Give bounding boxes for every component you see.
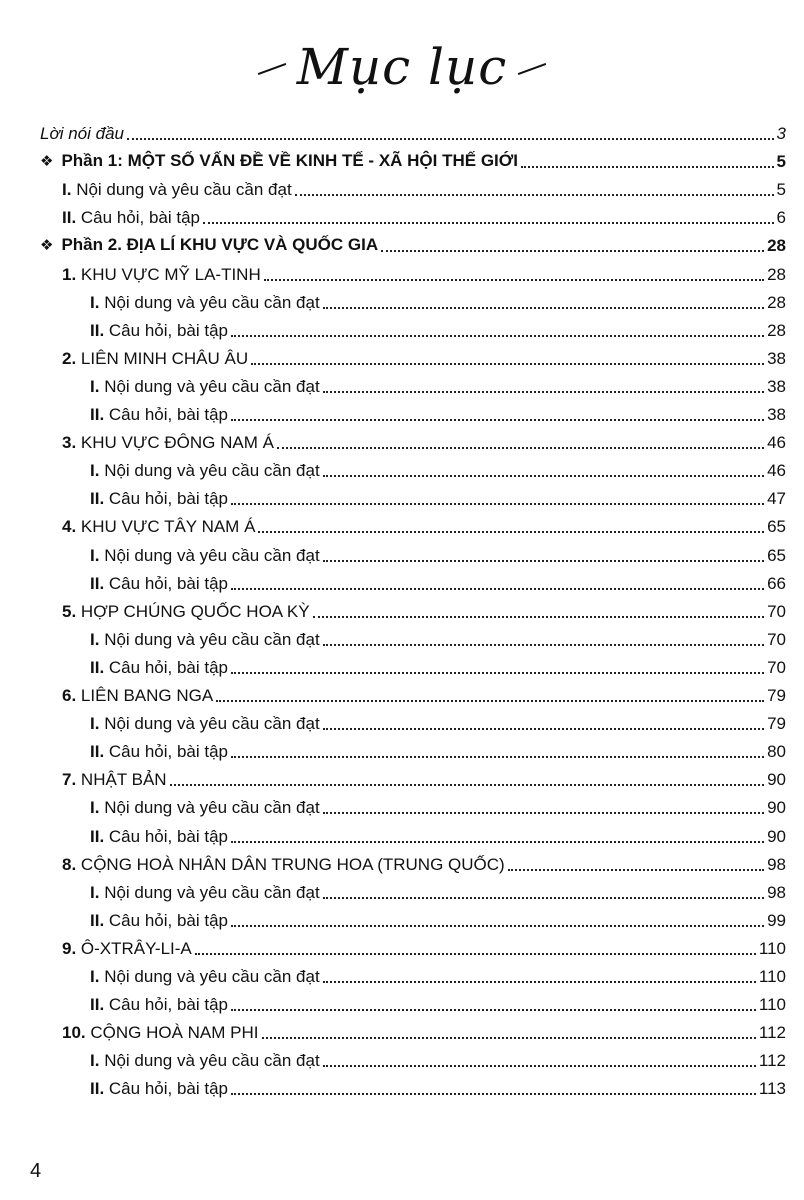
toc-entry[interactable] [90, 373, 786, 397]
toc-entry-label [90, 574, 228, 594]
diamond-bullet-icon: ❖ [40, 153, 54, 171]
toc-entry-number: 9. [62, 938, 77, 958]
toc-entry-title: Câu hỏi, bài tập [108, 320, 228, 340]
toc-entry-label [90, 461, 320, 481]
toc-entry[interactable] [62, 682, 786, 706]
toc-entry-title: Câu hỏi, bài tập [108, 405, 228, 424]
toc-entry[interactable] [90, 907, 786, 931]
dot-leader [195, 953, 756, 955]
toc-entry-number: 6. [62, 686, 77, 705]
toc-entry-label [62, 939, 192, 959]
toc-entry-label [90, 995, 228, 1015]
toc-entry-number: I. [90, 461, 100, 481]
toc-entry[interactable] [62, 429, 786, 453]
toc-entry[interactable] [62, 513, 786, 537]
toc-entry-page: 70 [767, 629, 786, 649]
toc-entry-title: Câu hỏi, bài tập [108, 995, 228, 1015]
toc-entry[interactable] [90, 485, 786, 509]
toc-entry-title: Nội dung và yêu cầu cần đạt [104, 882, 320, 902]
toc-entry-page: 66 [767, 573, 786, 593]
toc-entry-page: 65 [767, 545, 786, 565]
toc-entry-page: 90 [767, 798, 786, 818]
dot-leader [323, 1065, 756, 1067]
toc-entry-label [62, 265, 261, 285]
toc-entry[interactable] [90, 542, 786, 566]
toc-entry-title: Câu hỏi, bài tập [108, 910, 228, 930]
toc-entry[interactable] [90, 710, 786, 734]
toc-entry-page: 113 [758, 1079, 786, 1099]
toc-entry-title: Ô-XTRÂY-LI-A [80, 938, 192, 958]
toc-entry-page: 99 [767, 910, 786, 930]
toc-entry[interactable] [90, 738, 786, 762]
dot-leader [231, 756, 764, 758]
toc-entry[interactable] [90, 879, 786, 903]
dot-leader [251, 363, 764, 365]
toc-entry-page: 110 [758, 995, 786, 1015]
dot-leader [323, 560, 764, 562]
toc-entry-number: I. [62, 180, 72, 200]
toc-entry-title: Lời nói đầu [40, 124, 125, 143]
toc-entry[interactable] [90, 626, 786, 650]
toc-entry-page: 46 [767, 433, 786, 453]
toc-entry-title: KHU VỰC ĐÔNG NAM Á [80, 433, 274, 453]
toc-entry[interactable] [90, 963, 786, 987]
dot-leader [231, 672, 764, 674]
toc-entry-number: I. [90, 292, 100, 312]
toc-entry-number: II. [90, 489, 105, 509]
dot-leader [381, 250, 764, 252]
toc-entry-number: II. [90, 742, 105, 762]
toc-entry[interactable] [62, 1019, 786, 1043]
toc-entry-number: II. [90, 826, 105, 846]
toc-entry[interactable] [62, 851, 786, 875]
dot-leader [323, 307, 764, 309]
toc-entry-title: Nội dung và yêu cầu cần đạt [104, 1051, 320, 1071]
toc-entry[interactable] [40, 148, 786, 172]
toc-entry[interactable] [62, 176, 786, 200]
toc-entry-label [62, 602, 310, 622]
toc-entry[interactable] [62, 261, 786, 285]
toc-entry-title: NHẬT BẢN [80, 770, 167, 790]
toc-entry-number: I. [90, 798, 100, 818]
toc-entry-title: Câu hỏi, bài tập [108, 742, 228, 762]
toc-entry-page: 28 [767, 292, 786, 312]
toc-entry[interactable] [90, 457, 786, 481]
dot-leader [323, 981, 756, 983]
toc-entry-page: 28 [767, 320, 786, 340]
footer-page-number: 4 [30, 1160, 42, 1182]
toc-entry[interactable] [90, 317, 786, 341]
toc-entry-label [90, 827, 228, 847]
toc-entry-title: KHU VỰC TÂY NAM Á [80, 517, 256, 537]
toc-entry-title: Nội dung và yêu cầu cần đạt [104, 798, 320, 818]
toc-entry-page: 5 [776, 180, 786, 200]
toc-entry-page: 38 [767, 405, 786, 424]
toc-entry-title: Câu hỏi, bài tập [108, 826, 228, 846]
toc-entry-label [90, 911, 228, 931]
toc-entry-label [90, 714, 320, 734]
toc-entry-title: Câu hỏi, bài tập [108, 489, 228, 509]
toc-entry-page: 80 [767, 742, 786, 762]
toc-entry-page: 38 [767, 376, 786, 396]
toc-entry-page: 90 [767, 770, 786, 790]
toc-entry-title: Nội dung và yêu cầu cần đạt [104, 376, 320, 396]
toc-entry-label [90, 630, 320, 650]
toc-entry-page: 90 [767, 826, 786, 846]
toc-entry-label [90, 293, 320, 313]
toc-entry[interactable] [62, 204, 786, 228]
toc-entry-page: 98 [767, 882, 786, 902]
toc-entry-number: 4. [62, 517, 77, 537]
dot-leader [231, 1093, 756, 1095]
toc-entry[interactable] [90, 823, 786, 847]
toc-entry-title: Câu hỏi, bài tập [108, 573, 228, 593]
toc-entry[interactable] [40, 120, 786, 144]
toc-entry[interactable] [90, 654, 786, 678]
toc-entry-label [90, 1079, 228, 1099]
toc-entry-number: 2. [62, 348, 77, 368]
toc-entry-page: 5 [776, 152, 786, 172]
toc-entry-page: 112 [758, 1051, 786, 1071]
toc-entry[interactable] [62, 345, 786, 369]
dot-leader [231, 335, 764, 337]
toc-entry-label [62, 208, 200, 228]
toc-entry-number: II. [62, 208, 77, 228]
toc-entry-number: 1. [62, 264, 77, 284]
dot-leader [216, 700, 764, 702]
dot-leader [323, 897, 764, 899]
dot-leader [323, 812, 764, 814]
toc-entry-page: 112 [758, 1023, 786, 1043]
toc-entry-page: 70 [767, 601, 786, 621]
toc-entry-title: Câu hỏi, bài tập [108, 657, 228, 677]
toc-entry-page: 3 [776, 124, 786, 143]
toc-entry-label [62, 180, 292, 200]
toc-entry-page: 28 [767, 264, 786, 284]
dot-leader [323, 728, 764, 730]
toc-entry-page: 47 [767, 489, 786, 509]
toc-entry-label [62, 686, 213, 706]
toc-entry-number: II. [90, 1079, 105, 1099]
toc-entry-number: 8. [62, 854, 77, 874]
toc-entry-number: II. [90, 320, 105, 340]
toc-entry-label [62, 517, 255, 537]
dot-leader [277, 447, 764, 449]
toc-entry-label [90, 1051, 320, 1071]
dot-leader [313, 616, 764, 618]
toc-entry-label [40, 151, 518, 172]
toc-entry-label [90, 321, 228, 341]
toc-entry[interactable] [90, 401, 786, 425]
toc-entry-number: I. [90, 629, 100, 649]
toc-entry-title: Câu hỏi, bài tập [108, 1079, 228, 1099]
toc-entry-number: 3. [62, 433, 77, 453]
page-title [0, 38, 804, 96]
dot-leader [203, 222, 774, 224]
toc-entry-number: II. [90, 573, 105, 593]
toc-entry-label [62, 770, 167, 790]
toc-entry-number: I. [90, 545, 100, 565]
toc-entry-number: II. [90, 405, 105, 424]
toc-entry-title: Nội dung và yêu cầu cần đạt [104, 292, 320, 312]
toc-entry[interactable] [90, 1047, 786, 1071]
toc-entry-title: Nội dung và yêu cầu cần đạt [104, 461, 320, 481]
toc-entry-page: 6 [776, 208, 786, 228]
toc-entry[interactable] [90, 794, 786, 818]
toc-entry-title: Nội dung và yêu cầu cần đạt [76, 180, 292, 200]
toc-entry-page: 38 [767, 348, 786, 368]
toc-entry[interactable] [40, 232, 786, 256]
toc-entry-label [90, 405, 228, 425]
toc-entry-page: 65 [767, 517, 786, 537]
toc-entry-label [90, 967, 320, 987]
toc-entry-label [62, 1023, 259, 1043]
dot-leader [262, 1037, 756, 1039]
toc-entry-title: KHU VỰC MỸ LA-TINH [80, 264, 261, 284]
toc-entry-page: 70 [767, 657, 786, 677]
toc-entry[interactable] [62, 935, 786, 959]
page-title-text: Mục lục [257, 38, 548, 96]
toc-entry-number: I. [90, 1051, 100, 1071]
toc-entry-title: LIÊN MINH CHÂU ÂU [80, 348, 249, 368]
toc-entry-label [90, 377, 320, 397]
dot-leader [508, 869, 764, 871]
toc-entry-number: II. [90, 910, 105, 930]
toc-entry-label [40, 235, 378, 256]
toc-entry[interactable] [90, 1075, 786, 1099]
toc-entry-title: Phần 2. ĐỊA LÍ KHU VỰC VÀ QUỐC GIA [61, 235, 379, 255]
dot-leader [127, 138, 774, 140]
toc-entry-label [90, 489, 228, 509]
toc-entry-page: 79 [767, 686, 786, 705]
toc-entry-label [62, 855, 505, 875]
toc-entry-label [90, 742, 228, 762]
dot-leader [170, 784, 765, 786]
toc-entry-label [90, 658, 228, 678]
toc-entry-label [90, 798, 320, 818]
toc-entry-number: 5. [62, 601, 77, 621]
toc-entry-page: 110 [758, 938, 786, 958]
toc-entry[interactable] [90, 991, 786, 1015]
toc-entry[interactable] [90, 570, 786, 594]
dot-leader [264, 279, 764, 281]
dot-leader [258, 531, 764, 533]
toc-entry-number: 7. [62, 770, 77, 790]
diamond-bullet-icon: ❖ [40, 237, 54, 255]
toc-entry-title: LIÊN BANG NGA [80, 686, 214, 705]
toc-entry-label [90, 883, 320, 903]
dot-leader [231, 841, 764, 843]
toc-entry-title: Nội dung và yêu cầu cần đạt [104, 629, 320, 649]
toc-entry-page: 110 [758, 967, 786, 986]
toc-entry[interactable] [62, 766, 786, 790]
toc-entry-title: Nội dung và yêu cầu cần đạt [104, 545, 320, 565]
toc-entry-title: Nội dung và yêu cầu cần đạt [104, 714, 320, 734]
toc-entry-number: 10. [62, 1023, 86, 1043]
toc-entry-title: CỘNG HOÀ NAM PHI [90, 1023, 259, 1043]
dot-leader [295, 194, 774, 196]
toc-entry-title: CỘNG HOÀ NHÂN DÂN TRUNG HOA (TRUNG QUỐC) [80, 854, 505, 874]
toc-entry-number: I. [90, 714, 100, 734]
dot-leader [521, 166, 774, 168]
toc-entry-number: II. [90, 657, 105, 677]
toc-entry-label [40, 124, 124, 144]
toc-entry[interactable] [62, 598, 786, 622]
toc-entry-title: HỢP CHÚNG QUỐC HOA KỲ [80, 601, 310, 621]
toc-entry-title: Phần 1: MỘT SỐ VẤN ĐỀ VỀ KINH TẾ - XÃ HỘI THẾ GIỚI [61, 151, 518, 171]
toc-entry-page: 46 [767, 461, 786, 481]
toc-entry-number: I. [90, 882, 100, 902]
dot-leader [231, 1009, 756, 1011]
toc-entry-label [62, 349, 248, 369]
dot-leader [231, 925, 764, 927]
toc-entry-label [62, 433, 274, 453]
toc-entry[interactable] [90, 289, 786, 313]
toc-entry-title: Câu hỏi, bài tập [80, 208, 200, 228]
toc-entry-number: I. [90, 376, 100, 396]
dot-leader [323, 644, 764, 646]
toc-entry-number: II. [90, 995, 105, 1015]
toc-entry-title: Nội dung và yêu cầu cần đạt [104, 967, 320, 986]
toc-entry-number: I. [90, 967, 100, 986]
dot-leader [323, 391, 764, 393]
toc-entry-label [90, 546, 320, 566]
toc-entry-page: 79 [767, 714, 786, 734]
dot-leader [231, 419, 764, 421]
dot-leader [231, 588, 764, 590]
toc-entry-page: 98 [767, 854, 786, 874]
toc-entry-page: 28 [767, 236, 786, 256]
dot-leader [231, 503, 764, 505]
dot-leader [323, 475, 764, 477]
